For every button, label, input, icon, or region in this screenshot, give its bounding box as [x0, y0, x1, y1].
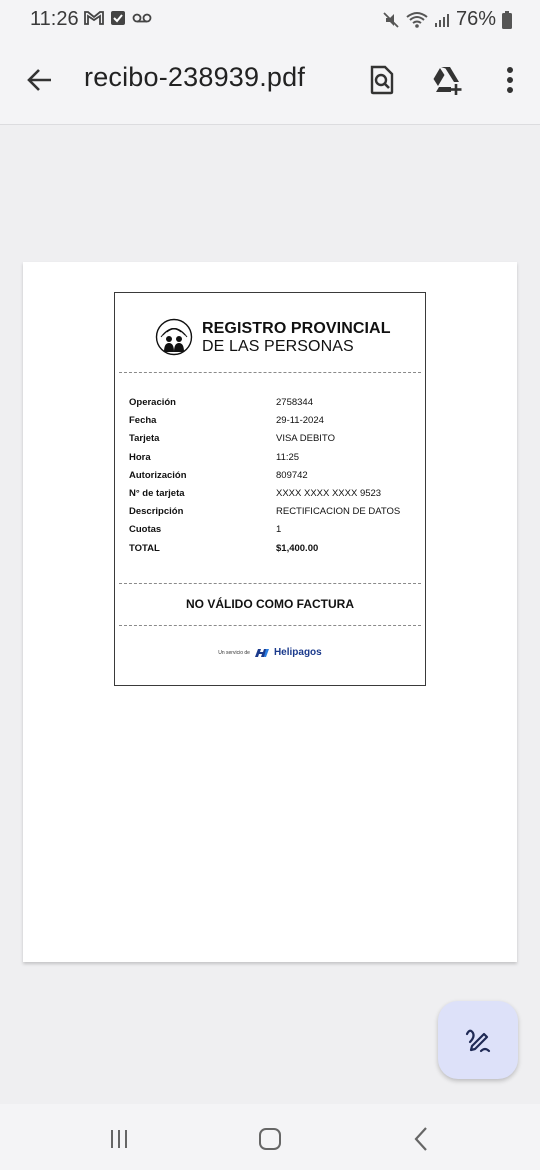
receipt-row [129, 433, 419, 451]
checkbox-icon [110, 10, 126, 26]
receipt-row-total [129, 543, 419, 561]
annotate-fab-button[interactable] [438, 1001, 518, 1079]
row-value: 809742 [276, 469, 308, 481]
receipt-row [129, 524, 419, 542]
receipt-row [129, 397, 419, 415]
row-label: TOTAL [129, 542, 160, 554]
mute-icon [382, 11, 400, 29]
home-icon [257, 1126, 283, 1152]
receipt-row [129, 452, 419, 470]
dashed-divider [119, 625, 421, 626]
status-system-icons [382, 8, 512, 31]
add-to-drive-button[interactable] [430, 62, 466, 98]
registro-provincial-logo [155, 318, 193, 356]
helipagos-logo-icon [254, 648, 270, 658]
footer-prefix: Un servicio de [218, 649, 250, 656]
footer-brand-name: Helipagos [273, 647, 322, 658]
wifi-icon [406, 11, 428, 29]
row-label: Fecha [129, 415, 157, 427]
status-notification-icons [84, 10, 152, 26]
total-value: $1,400.00 [276, 542, 319, 554]
battery-percentage: 76% [455, 8, 496, 30]
row-value: RECTIFICACION DE DATOS [276, 506, 401, 518]
payment-receipt [114, 292, 426, 686]
row-label: Cuotas [129, 524, 162, 536]
receipt-row [129, 506, 419, 524]
recent-apps-button[interactable] [102, 1122, 136, 1156]
edit-pen-icon [463, 1025, 493, 1055]
back-button[interactable] [24, 64, 56, 96]
drive-add-icon [431, 65, 465, 95]
battery-icon [502, 11, 512, 29]
system-back-button[interactable] [404, 1122, 438, 1156]
dashed-divider [119, 372, 421, 373]
back-icon [411, 1126, 431, 1152]
home-button[interactable] [253, 1122, 287, 1156]
pdf-page[interactable] [23, 262, 517, 962]
row-value: 11:25 [276, 451, 300, 463]
receipt-row [129, 415, 419, 433]
row-label: Descripción [129, 506, 184, 518]
organization-title-line2: DE LAS PERSONAS [202, 338, 354, 355]
row-value: XXXX XXXX XXXX 9523 [276, 487, 382, 499]
app-bar [0, 40, 540, 125]
voicemail-icon [132, 12, 152, 24]
organization-title-line1: REGISTRO PROVINCIAL [202, 320, 391, 337]
receipt-details [129, 397, 419, 561]
back-arrow-icon [24, 64, 56, 96]
more-vert-icon [506, 66, 514, 94]
more-options-button[interactable] [492, 62, 528, 98]
dashed-divider [119, 583, 421, 584]
invoice-notice: NO VÁLIDO COMO FACTURA [186, 597, 354, 611]
find-in-page-button[interactable] [364, 62, 400, 98]
row-value: 1 [276, 524, 282, 536]
row-label: N° de tarjeta [129, 487, 185, 499]
row-label: Operación [129, 397, 176, 408]
row-value: 2758344 [276, 397, 313, 408]
service-footer [115, 647, 425, 658]
receipt-row [129, 488, 419, 506]
system-nav-bar [0, 1104, 540, 1170]
file-name-title: recibo-238939.pdf [84, 62, 306, 92]
row-label: Autorización [129, 469, 187, 481]
find-in-page-icon [368, 65, 396, 95]
row-label: Hora [129, 451, 151, 463]
row-label: Tarjeta [129, 433, 160, 445]
receipt-row [129, 470, 419, 488]
row-value: 29-11-2024 [276, 415, 324, 427]
row-value: VISA DEBITO [276, 433, 335, 445]
signal-icon [434, 12, 450, 28]
recent-apps-icon [107, 1127, 131, 1151]
status-bar [0, 0, 540, 40]
status-time: 11:26 [30, 8, 79, 30]
gmail-icon [84, 10, 104, 26]
